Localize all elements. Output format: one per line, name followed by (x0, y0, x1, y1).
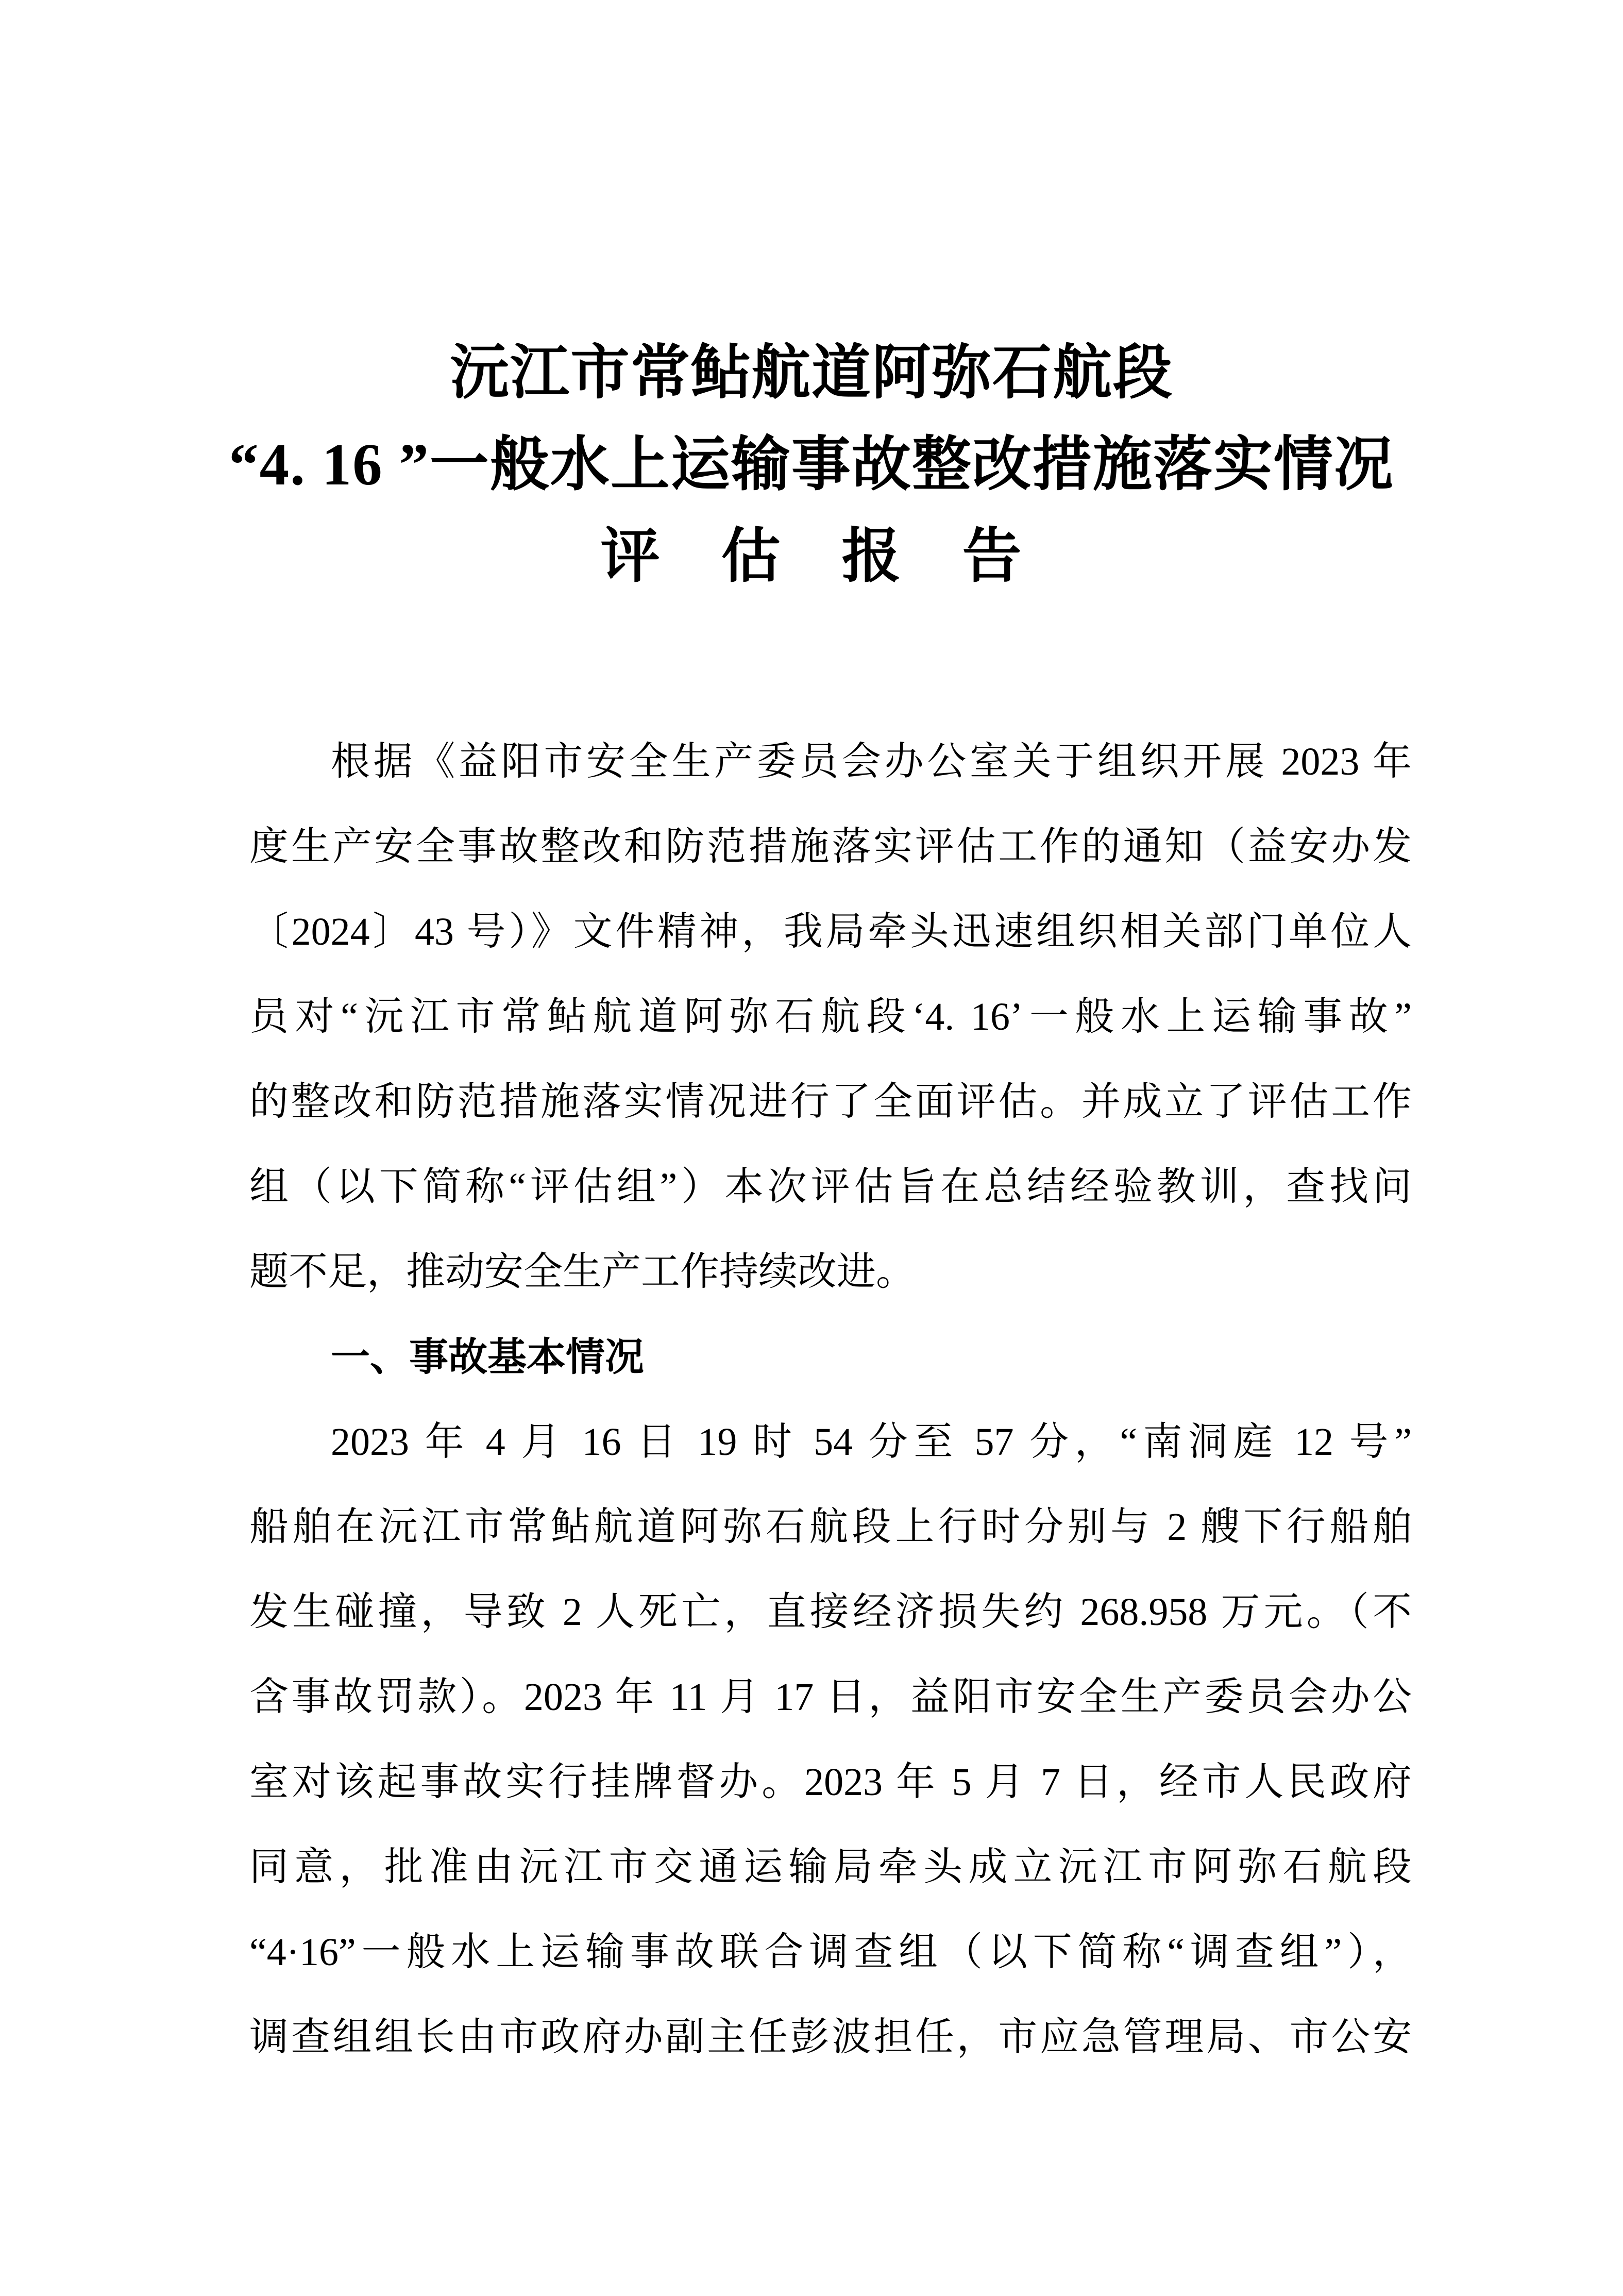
body-line: 的整改和防范措施落实情况进行了全面评估。并成立了评估工作 (249, 1080, 1412, 1124)
body-line: 根据《益阳市安全生产委员会办公室关于组织开展 2023 年 (331, 740, 1412, 783)
body-line: 度生产安全事故整改和防范措施落实评估工作的通知（益安办发 (249, 825, 1412, 868)
body-line: 2023 年 4 月 16 日 19 时 54 分至 57 分，“南洞庭 12 号” (331, 1420, 1412, 1464)
body-line: 同意，批准由沅江市交通运输局牵头成立沅江市阿弥石航段 (249, 1846, 1412, 1889)
body-line: “4·16”一般水上运输事故联合调查组（以下简称“调查组”）， (249, 1931, 1412, 1974)
body-line: 题不足，推动安全生产工作持续改进。 (249, 1250, 915, 1294)
title-line-3: 评 估 报 告 (600, 524, 1023, 589)
document-body (249, 719, 1412, 2080)
body-line: 调查组组长由市政府办副主任彭波担任，市应急管理局、市公安 (249, 2016, 1412, 2059)
body-line: 〔2024〕43 号）》文件精神，我局牵头迅速组织相关部门单位人 (249, 910, 1412, 953)
body-line: 员对“沅江市常鲇航道阿弥石航段‘4. 16’一般水上运输事故” (249, 995, 1412, 1038)
body-line: 含事故罚款）。2023 年 11 月 17 日，益阳市安全生产委员会办公 (249, 1675, 1412, 1719)
title-line-1: 沅江市常鲇航道阿弥石航段 (449, 340, 1173, 406)
body-line: 船舶在沅江市常鲇航道阿弥石航段上行时分别与 2 艘下行船舶 (249, 1505, 1412, 1549)
title-line-2: “4. 16 ”一般水上运输事故整改措施落实情况 (229, 432, 1394, 497)
body-line: 组（以下简称“评估组”）本次评估旨在总结经验教训，查找问 (249, 1165, 1412, 1209)
body-line: 发生碰撞，导致 2 人死亡，直接经济损失约 268.958 万元。（不 (249, 1590, 1412, 1634)
document-title (0, 327, 1623, 602)
body-line: 室对该起事故实行挂牌督办。2023 年 5 月 7 日，经市人民政府 (249, 1761, 1412, 1804)
section-heading: 一、事故基本情况 (331, 1335, 644, 1379)
